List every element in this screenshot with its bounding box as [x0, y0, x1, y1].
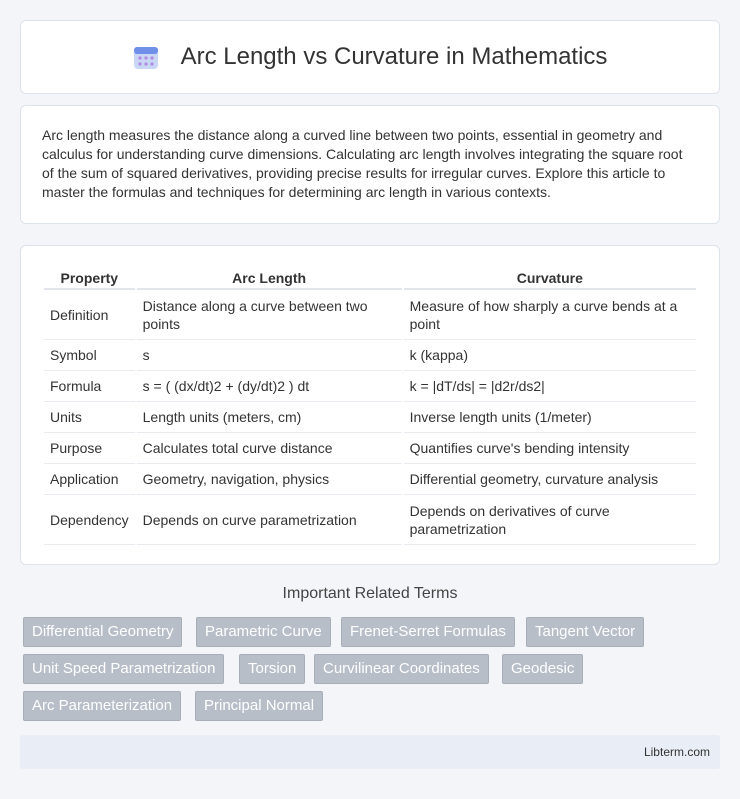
- table-cell-curvature: k (kappa): [404, 340, 696, 371]
- tag-torsion[interactable]: Torsion: [239, 654, 305, 684]
- table-cell-property: Dependency: [44, 495, 135, 545]
- table-cell-arc-length: Calculates total curve distance: [137, 433, 402, 464]
- table-cell-arc-length: s: [137, 340, 402, 371]
- table-cell-curvature: Depends on derivatives of curve parametrization: [404, 495, 696, 545]
- table-cell-curvature: Quantifies curve's bending intensity: [404, 433, 696, 464]
- table-row: [44, 402, 696, 433]
- intro-text: Arc length measures the distance along a curved line between two points, essential in geometry and calculus for understanding curve dimensions. Calculating arc length involves integrating the square root of the sum of squared derivatives, providing precise results for irregular curves. Explore this article to master the formulas and techniques for determining arc length in various contexts.: [42, 127, 683, 200]
- tag-geodesic[interactable]: Geodesic: [502, 654, 583, 684]
- table-cell-arc-length: s = ( (dx/dt)2 + (dy/dt)2 ) dt: [137, 371, 402, 402]
- footer-site-link[interactable]: Libterm.com: [643, 745, 710, 759]
- table-cell-arc-length: Length units (meters, cm): [137, 402, 402, 433]
- calendar-icon: [133, 44, 159, 70]
- table-cell-property: Formula: [44, 371, 135, 402]
- table-row: [44, 371, 696, 402]
- comparison-table-card: [20, 245, 720, 565]
- column-header-property: Property: [44, 264, 135, 290]
- table-cell-property: Units: [44, 402, 135, 433]
- table-cell-curvature: Inverse length units (1/meter): [404, 402, 696, 433]
- footer: [20, 735, 720, 769]
- table-row: [44, 340, 696, 371]
- table-cell-property: Purpose: [44, 433, 135, 464]
- table-cell-arc-length: Geometry, navigation, physics: [137, 464, 402, 495]
- header-card: [20, 20, 720, 94]
- page-title: Arc Length vs Curvature in Mathematics: [180, 43, 608, 70]
- table-row: [44, 495, 696, 545]
- table-cell-arc-length: Distance along a curve between two points: [137, 290, 402, 340]
- table-row: [44, 464, 696, 495]
- table-cell-property: Application: [44, 464, 135, 495]
- table-row: [44, 433, 696, 464]
- table-cell-property: Definition: [44, 290, 135, 340]
- table-cell-curvature: Differential geometry, curvature analysis: [404, 464, 696, 495]
- tag-differential-geometry[interactable]: Differential Geometry: [23, 617, 182, 647]
- tag-principal-normal[interactable]: Principal Normal: [195, 691, 323, 721]
- tag-unit-speed-parametrization[interactable]: Unit Speed Parametrization: [23, 654, 224, 684]
- tag-frenet-serret-formulas[interactable]: Frenet-Serret Formulas: [341, 617, 515, 647]
- tag-arc-parameterization[interactable]: Arc Parameterization: [23, 691, 181, 721]
- tag-tangent-vector[interactable]: Tangent Vector: [526, 617, 644, 647]
- table-header-row: [44, 264, 696, 290]
- table-cell-arc-length: Depends on curve parametrization: [137, 495, 402, 545]
- tag-parametric-curve[interactable]: Parametric Curve: [196, 617, 331, 647]
- tag-curvilinear-coordinates[interactable]: Curvilinear Coordinates: [314, 654, 489, 684]
- intro-card: [20, 105, 720, 224]
- column-header-curvature: Curvature: [404, 264, 696, 290]
- comparison-table: [42, 264, 698, 545]
- table-cell-curvature: Measure of how sharply a curve bends at a point: [404, 290, 696, 340]
- column-header-arc-length: Arc Length: [137, 264, 402, 290]
- table-cell-property: Symbol: [44, 340, 135, 371]
- table-row: [44, 290, 696, 340]
- table-cell-curvature: k = |dT/ds| = |d2r/ds2|: [404, 371, 696, 402]
- related-terms-heading: Important Related Terms: [282, 585, 458, 602]
